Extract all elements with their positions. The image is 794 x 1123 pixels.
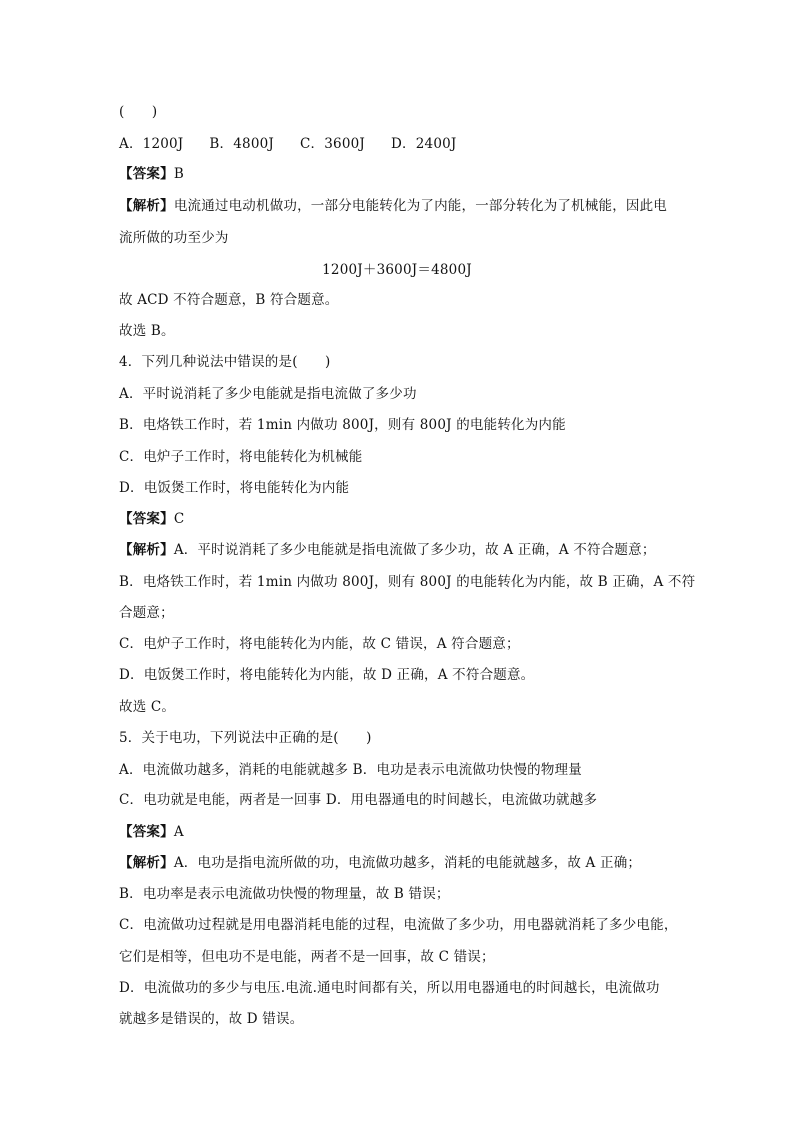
answer-value: A: [173, 824, 184, 840]
q3-analysis-line1: [119, 196, 667, 216]
q3-option-a: A．1200J: [119, 136, 184, 152]
q4-analysis-d: D．电饭煲工作时，将电能转化为内能，故 D 正确，A 不符合题意。: [119, 667, 535, 683]
q4-analysis-b1: B．电烙铁工作时，若 1min 内做功 800J，则有 800J 的电能转化为内能，故 B 正确，A 不符: [119, 574, 696, 590]
analysis-text: 电流通过电动机做功，一部分电能转化为了内能，一部分转化为了机械能，因此电: [173, 198, 668, 214]
q3-analysis-line2: 流所做的功至少为: [119, 230, 229, 246]
q4-option-d: D．电饭煲工作时，将电能转化为内能: [119, 480, 350, 496]
q5-options-line1: A．电流做功越多，消耗的电能就越多 B．电功是表示电流做功快慢的物理量: [119, 762, 582, 778]
q3-option-c: C．3600J: [300, 136, 366, 152]
answer-label: 【答案】: [119, 511, 174, 527]
q4-option-c: C．电炉子工作时，将电能转化为机械能: [119, 449, 363, 465]
analysis-label: 【解析】: [119, 542, 174, 558]
q3-analysis-line3: 故 ACD 不符合题意，B 符合题意。: [119, 292, 339, 308]
q3-options: [119, 134, 483, 154]
q5-analysis-c1: C．电流做功过程就是用电器消耗电能的过程，电流做了多少功，用电器就消耗了多少电能，: [119, 917, 678, 933]
q3-conclusion: 故选 B。: [119, 323, 175, 339]
answer-label: 【答案】: [119, 166, 174, 182]
q5-analysis-d2: 就越多是错误的，故 D 错误。: [119, 1011, 304, 1027]
q4-analysis-b2: 合题意；: [119, 605, 174, 621]
q5-analysis-d1: D．电流做功的多少与电压.电流.通电时间都有关，所以用电器通电的时间越长，电流做功: [119, 980, 660, 996]
analysis-text: A．平时说消耗了多少电能就是指电流做了多少功，故 A 正确，A 不符合题意；: [173, 542, 656, 558]
q4-analysis-c: C．电炉子工作时，将电能转化为内能，故 C 错误，A 符合题意；: [119, 636, 520, 652]
analysis-label: 【解析】: [119, 855, 174, 871]
q4-option-a: A．平时说消耗了多少电能就是指电流做了多少功: [119, 386, 417, 402]
q5-stem: 5．关于电功，下列说法中正确的是( ): [119, 730, 372, 746]
q4-option-b: B．电烙铁工作时，若 1min 内做功 800J，则有 800J 的电能转化为内能: [119, 417, 566, 433]
analysis-label: 【解析】: [119, 198, 174, 214]
q5-analysis-a: [119, 853, 641, 873]
analysis-text: A．电功是指电流所做的功，电流做功越多，消耗的电能就越多，故 A 正确；: [173, 855, 642, 871]
q5-options-line2: C．电功就是电能，两者是一回事 D．用电器通电的时间越长，电流做功就越多: [119, 792, 598, 808]
q3-formula: 1200J＋3600J＝4800J: [322, 262, 472, 278]
q5-analysis-c2: 它们是相等，但电功不是电能，两者不是一回事，故 C 错误；: [119, 949, 495, 965]
q3-option-d: D．2400J: [391, 136, 457, 152]
answer-value: C: [173, 511, 185, 527]
q5-analysis-b: B．电功率是表示电流做功快慢的物理量，故 B 错误；: [119, 886, 450, 902]
q4-answer: [119, 509, 184, 529]
q4-stem: 4．下列几种说法中错误的是( ): [119, 354, 331, 370]
q3-stem-tail: ( ): [119, 104, 158, 120]
q3-option-b: B．4800J: [209, 136, 275, 152]
q4-analysis-a: [119, 540, 656, 560]
answer-label: 【答案】: [119, 824, 174, 840]
answer-value: B: [173, 166, 184, 182]
q4-conclusion: 故选 C。: [119, 699, 176, 715]
q5-answer: [119, 822, 184, 842]
q3-answer: [119, 164, 184, 184]
